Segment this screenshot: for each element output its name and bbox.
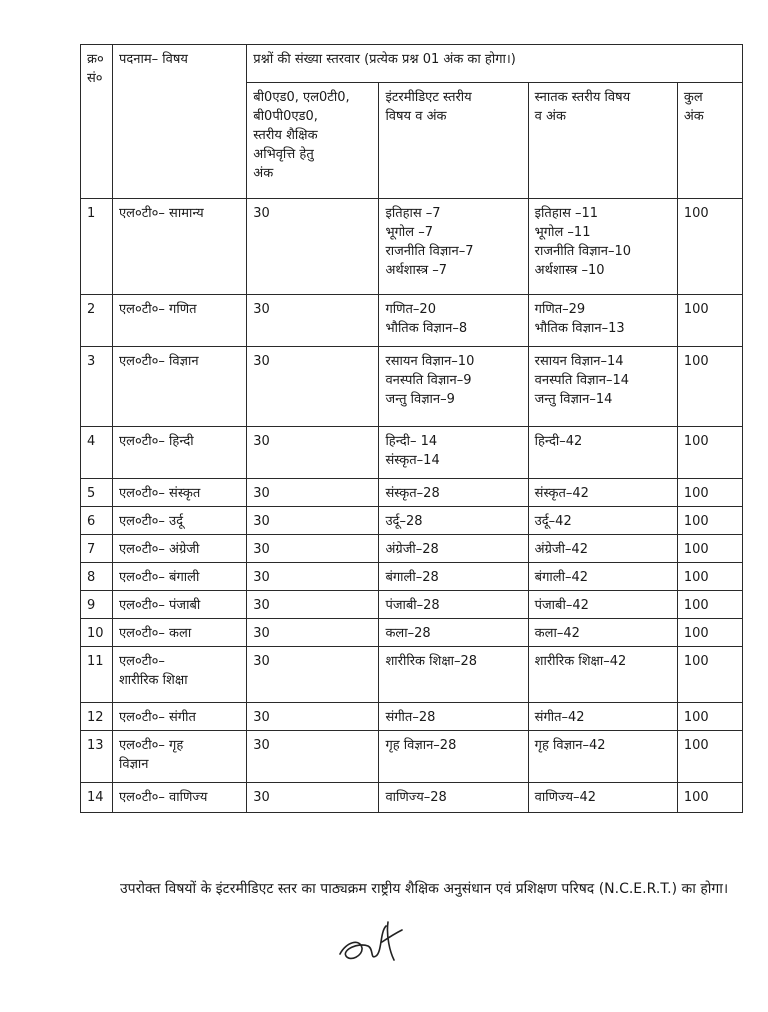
- cell-line: वनस्पति विज्ञान–9: [385, 373, 472, 388]
- table-row: [81, 647, 743, 703]
- cell-line: जन्तु विज्ञान–9: [385, 392, 455, 407]
- cell-line: संस्कृत–14: [385, 453, 440, 468]
- cell-total: 100: [677, 479, 742, 507]
- cell-intermediate: [379, 783, 528, 813]
- cell-line: पंजाबी–42: [534, 598, 589, 613]
- table-row: [81, 199, 743, 295]
- table-row: [81, 619, 743, 647]
- table-row: [81, 703, 743, 731]
- cell-graduate: [528, 619, 677, 647]
- cell-line: गणित–20: [385, 302, 436, 317]
- cell-serial-no: 3: [81, 347, 113, 427]
- cell-serial-no: 13: [81, 731, 113, 783]
- cell-line: वनस्पति विज्ञान–14: [534, 373, 630, 388]
- cell-bed-marks: 30: [247, 535, 379, 563]
- cell-total: 100: [677, 731, 742, 783]
- cell-total: 100: [677, 619, 742, 647]
- cell-post: [112, 479, 246, 507]
- cell-line: व अंक: [534, 109, 566, 124]
- cell-line: संगीत–28: [385, 710, 436, 725]
- table-row: [81, 479, 743, 507]
- cell-graduate: [528, 535, 677, 563]
- cell-line: शारीरिक शिक्षा: [118, 673, 188, 688]
- cell-intermediate: [379, 347, 528, 427]
- cell-serial-no: 10: [81, 619, 113, 647]
- cell-line: रसायन विज्ञान–10: [385, 354, 475, 369]
- cell-intermediate: [379, 507, 528, 535]
- cell-post: [112, 731, 246, 783]
- cell-line: हिन्दी–42: [534, 434, 583, 449]
- cell-graduate: [528, 507, 677, 535]
- cell-line: स्तरीय शैक्षिक: [253, 128, 318, 143]
- table-row: [81, 427, 743, 479]
- cell-line: संस्कृत–42: [534, 486, 589, 501]
- cell-intermediate: [379, 479, 528, 507]
- cell-graduate: [528, 783, 677, 813]
- cell-serial-no: 2: [81, 295, 113, 347]
- cell-line: गणित–29: [534, 302, 586, 317]
- cell-line: संस्कृत–28: [385, 486, 440, 501]
- cell-line: वाणिज्य–28: [385, 790, 447, 805]
- cell-line: बंगाली–42: [534, 570, 588, 585]
- cell-post: [112, 647, 246, 703]
- cell-line: एल०टी०– कला: [118, 626, 192, 641]
- cell-line: विषय व अंक: [385, 109, 447, 124]
- cell-serial-no: 4: [81, 427, 113, 479]
- cell-line: बी0पी0एड0,: [253, 109, 318, 124]
- cell-bed-marks: 30: [247, 199, 379, 295]
- cell-graduate: [528, 347, 677, 427]
- cell-line: भूगोल –7: [385, 225, 433, 240]
- cell-total: 100: [677, 563, 742, 591]
- cell-post: [112, 427, 246, 479]
- cell-serial-no: 11: [81, 647, 113, 703]
- header-post-subject: पदनाम– विषय: [112, 45, 246, 199]
- signature-icon: [332, 912, 412, 972]
- cell-intermediate: [379, 563, 528, 591]
- header-bed-aptitude: [247, 83, 379, 199]
- cell-serial-no: 9: [81, 591, 113, 619]
- cell-line: राजनीति विज्ञान–10: [534, 244, 632, 259]
- cell-graduate: [528, 731, 677, 783]
- cell-line: स्नातक स्तरीय विषय: [534, 90, 631, 105]
- cell-line: शारीरिक शिक्षा–28: [385, 654, 478, 669]
- cell-line: कला–28: [385, 626, 431, 641]
- cell-post: [112, 619, 246, 647]
- cell-line: कुल: [683, 90, 703, 105]
- cell-line: अर्थशास्त्र –10: [534, 263, 605, 278]
- cell-line: एल०टी०– अंग्रेजी: [118, 542, 200, 557]
- cell-post: [112, 199, 246, 295]
- cell-serial-no: 8: [81, 563, 113, 591]
- cell-bed-marks: 30: [247, 619, 379, 647]
- cell-intermediate: [379, 731, 528, 783]
- cell-total: 100: [677, 507, 742, 535]
- cell-line: हिन्दी– 14: [385, 434, 438, 449]
- table-row: [81, 563, 743, 591]
- cell-line: अंग्रेजी–28: [385, 542, 439, 557]
- cell-line: बंगाली–28: [385, 570, 439, 585]
- header-question-group: प्रश्नों की संख्या स्तरवार (प्रत्येक प्रश्न 01 अंक का होगा।): [247, 45, 743, 83]
- cell-line: अंक: [253, 166, 274, 181]
- cell-post: [112, 703, 246, 731]
- cell-serial-no: 6: [81, 507, 113, 535]
- cell-line: भौतिक विज्ञान–8: [385, 321, 468, 336]
- cell-line: एल०टी०– बंगाली: [118, 570, 200, 585]
- cell-bed-marks: 30: [247, 563, 379, 591]
- cell-bed-marks: 30: [247, 783, 379, 813]
- cell-line: एल०टी०– हिन्दी: [118, 434, 194, 449]
- cell-intermediate: [379, 619, 528, 647]
- cell-line: विज्ञान: [118, 757, 149, 772]
- cell-post: [112, 507, 246, 535]
- cell-bed-marks: 30: [247, 479, 379, 507]
- cell-serial-no: 12: [81, 703, 113, 731]
- cell-line: एल०टी०– वाणिज्य: [118, 790, 208, 805]
- marks-distribution-table: [80, 44, 743, 813]
- header-graduate: [528, 83, 677, 199]
- cell-graduate: [528, 563, 677, 591]
- cell-bed-marks: 30: [247, 295, 379, 347]
- cell-line: अर्थशास्त्र –7: [385, 263, 448, 278]
- cell-post: [112, 783, 246, 813]
- cell-total: 100: [677, 347, 742, 427]
- cell-line: उर्दू–28: [385, 514, 423, 529]
- cell-intermediate: [379, 199, 528, 295]
- cell-graduate: [528, 647, 677, 703]
- cell-total: 100: [677, 703, 742, 731]
- cell-intermediate: [379, 427, 528, 479]
- cell-line: एल०टी०– पंजाबी: [118, 598, 201, 613]
- cell-graduate: [528, 591, 677, 619]
- cell-line: गृह विज्ञान–28: [385, 738, 457, 753]
- cell-line: एल०टी०–: [118, 654, 165, 669]
- cell-line: संगीत–42: [534, 710, 585, 725]
- cell-bed-marks: 30: [247, 507, 379, 535]
- cell-line: अंक: [683, 109, 704, 124]
- cell-total: 100: [677, 535, 742, 563]
- cell-intermediate: [379, 647, 528, 703]
- cell-line: बी0एड0, एल0टी0,: [253, 90, 350, 105]
- cell-post: [112, 347, 246, 427]
- cell-line: एल०टी०– संस्कृत: [118, 486, 201, 501]
- table-row: [81, 347, 743, 427]
- table-row: [81, 783, 743, 813]
- cell-bed-marks: 30: [247, 647, 379, 703]
- cell-line: शारीरिक शिक्षा–42: [534, 654, 627, 669]
- cell-bed-marks: 30: [247, 731, 379, 783]
- cell-line: अंग्रेजी–42: [534, 542, 588, 557]
- cell-line: इतिहास –11: [534, 206, 599, 221]
- cell-intermediate: [379, 295, 528, 347]
- cell-bed-marks: 30: [247, 427, 379, 479]
- cell-serial-no: 1: [81, 199, 113, 295]
- cell-post: [112, 563, 246, 591]
- cell-line: कला–42: [534, 626, 580, 641]
- cell-line: जन्तु विज्ञान–14: [534, 392, 613, 407]
- cell-intermediate: [379, 591, 528, 619]
- cell-line: एल०टी०– विज्ञान: [118, 354, 199, 369]
- cell-total: 100: [677, 427, 742, 479]
- cell-line: एल०टी०– सामान्य: [118, 206, 204, 221]
- cell-line: अभिवृत्ति हेतु: [253, 147, 314, 162]
- cell-line: राजनीति विज्ञान–7: [385, 244, 474, 259]
- table-row: [81, 295, 743, 347]
- cell-serial-no: 5: [81, 479, 113, 507]
- table-body: [81, 199, 743, 813]
- cell-serial-no: 7: [81, 535, 113, 563]
- cell-line: इंटरमीडिएट स्तरीय: [385, 90, 472, 105]
- cell-total: 100: [677, 295, 742, 347]
- table-row: [81, 535, 743, 563]
- table-row: [81, 731, 743, 783]
- cell-line: भौतिक विज्ञान–13: [534, 321, 625, 336]
- header-total: [677, 83, 742, 199]
- cell-bed-marks: 30: [247, 703, 379, 731]
- cell-graduate: [528, 199, 677, 295]
- header-intermediate: [379, 83, 528, 199]
- cell-post: [112, 535, 246, 563]
- cell-graduate: [528, 295, 677, 347]
- cell-bed-marks: 30: [247, 347, 379, 427]
- cell-line: एल०टी०– संगीत: [118, 710, 196, 725]
- cell-line: रसायन विज्ञान–14: [534, 354, 624, 369]
- cell-line: भूगोल –11: [534, 225, 591, 240]
- cell-total: 100: [677, 647, 742, 703]
- cell-line: एल०टी०– उर्दू: [118, 514, 184, 529]
- cell-graduate: [528, 703, 677, 731]
- table-row: [81, 591, 743, 619]
- cell-graduate: [528, 427, 677, 479]
- header-serial-no: क्र० सं०: [81, 45, 113, 199]
- cell-intermediate: [379, 703, 528, 731]
- cell-line: पंजाबी–28: [385, 598, 440, 613]
- cell-total: 100: [677, 591, 742, 619]
- cell-graduate: [528, 479, 677, 507]
- cell-line: वाणिज्य–42: [534, 790, 597, 805]
- cell-intermediate: [379, 535, 528, 563]
- cell-line: एल०टी०– गणित: [118, 302, 197, 317]
- cell-line: इतिहास –7: [385, 206, 441, 221]
- cell-post: [112, 295, 246, 347]
- cell-serial-no: 14: [81, 783, 113, 813]
- footnote: उपरोक्त विषयों के इंटरमीडिएट स्तर का पाठ्यक्रम राष्ट्रीय शैक्षिक अनुसंधान एवं प्रशिक्षण परिषद (N.C.E.R.T.) का होगा।: [120, 881, 729, 897]
- cell-bed-marks: 30: [247, 591, 379, 619]
- cell-line: एल०टी०– गृह: [118, 738, 184, 753]
- cell-line: उर्दू–42: [534, 514, 572, 529]
- cell-line: गृह विज्ञान–42: [534, 738, 606, 753]
- cell-post: [112, 591, 246, 619]
- table-row: [81, 507, 743, 535]
- cell-total: 100: [677, 199, 742, 295]
- cell-total: 100: [677, 783, 742, 813]
